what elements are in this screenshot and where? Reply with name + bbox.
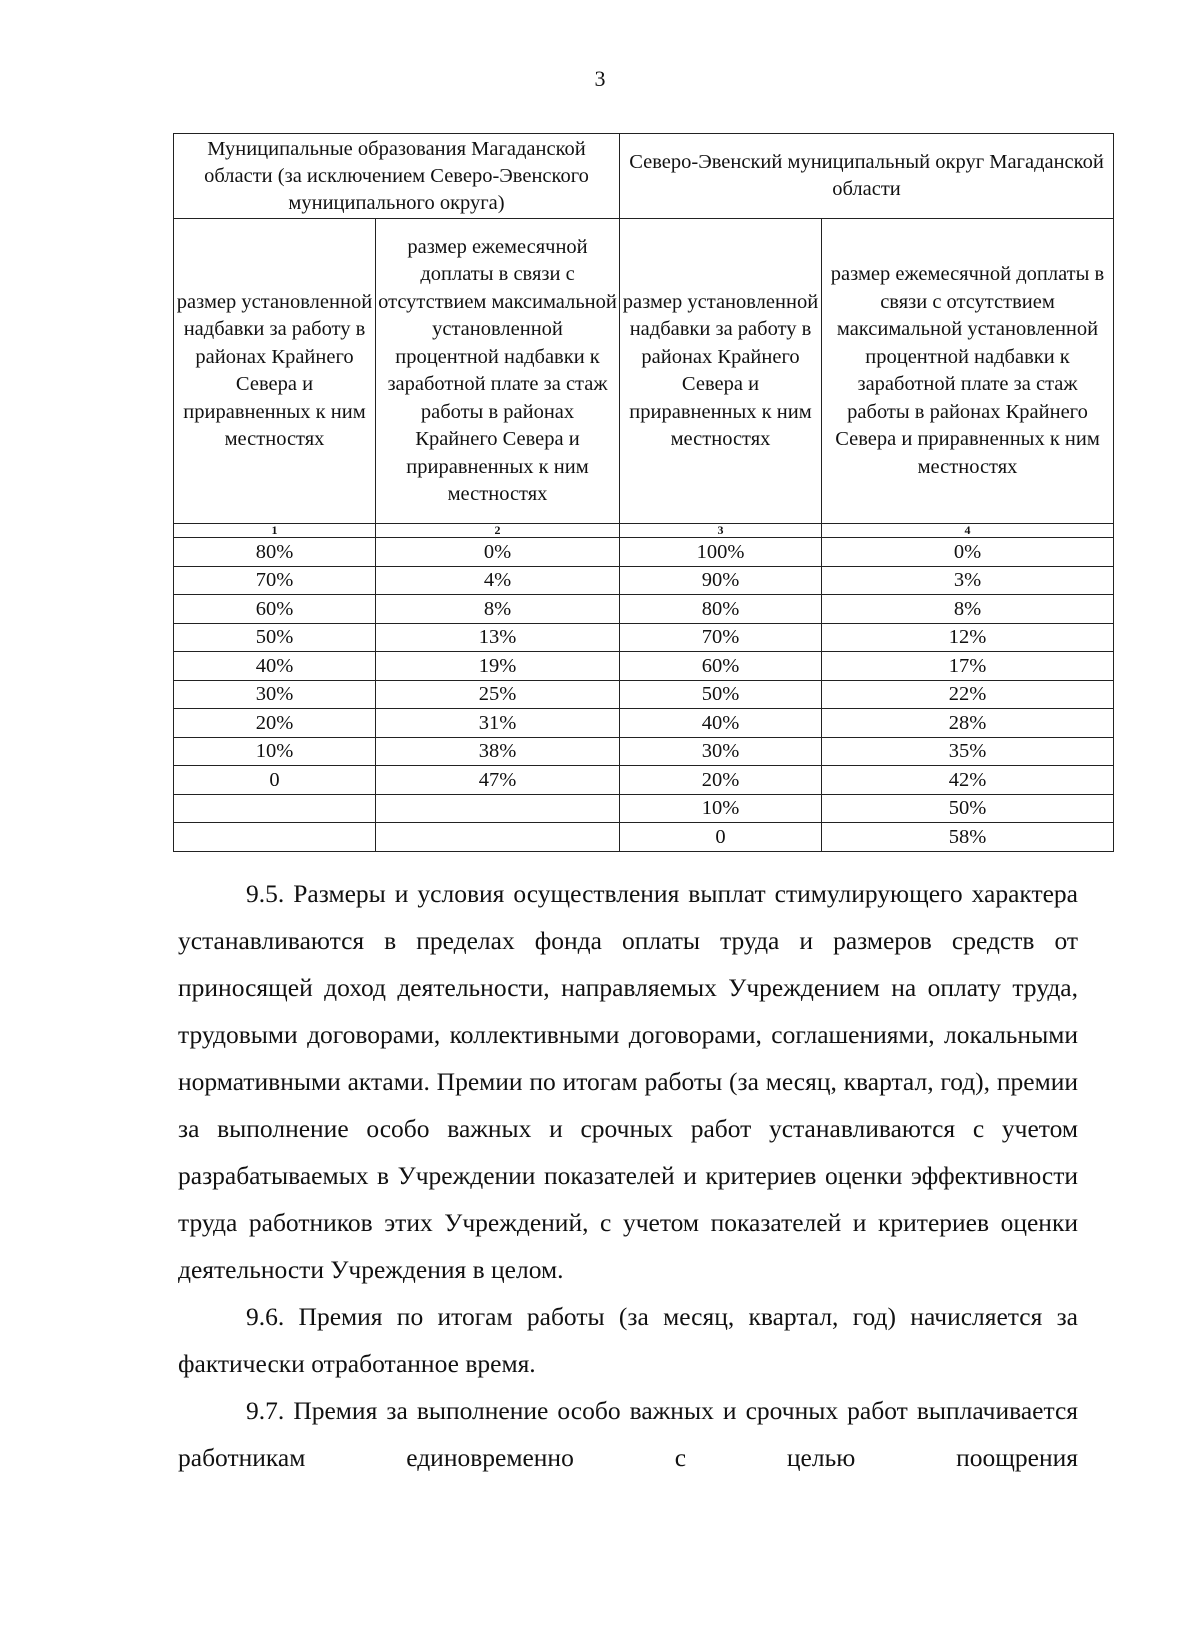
table-cell: 35%: [822, 737, 1114, 766]
table-cell: [174, 794, 376, 823]
table-column-number-row: [174, 524, 1114, 538]
table-cell: 10%: [174, 737, 376, 766]
table-cell: 8%: [376, 595, 620, 624]
column-number: 3: [620, 524, 822, 538]
table-cell: 31%: [376, 709, 620, 738]
table-cell: 47%: [376, 766, 620, 795]
table-group-header-row: [174, 134, 1114, 219]
table-cell: 22%: [822, 680, 1114, 709]
column-number: 2: [376, 524, 620, 538]
column-number: 4: [822, 524, 1114, 538]
table-cell: 12%: [822, 623, 1114, 652]
table-cell: 60%: [620, 652, 822, 681]
table-cell: 0: [174, 766, 376, 795]
table-row: [174, 652, 1114, 681]
table-cell: 0: [620, 823, 822, 852]
table-row: [174, 623, 1114, 652]
table-cell: 50%: [620, 680, 822, 709]
table-cell: 60%: [174, 595, 376, 624]
allowance-table: [173, 133, 1114, 852]
table-cell: 28%: [822, 709, 1114, 738]
table-row: [174, 595, 1114, 624]
table-cell: [376, 794, 620, 823]
group-header-severo-evensky: Северо-Эвенский муниципальный округ Магаданской области: [620, 134, 1114, 219]
table-cell: 17%: [822, 652, 1114, 681]
table-cell: 4%: [376, 566, 620, 595]
table-cell: 13%: [376, 623, 620, 652]
column-header-1: размер установленной надбавки за работу в районах Крайнего Севера и приравненных к ним местностях: [174, 219, 376, 524]
table-row: [174, 737, 1114, 766]
paragraph-9-7: 9.7. Премия за выполнение особо важных и срочных работ выплачивается работникам единовременно с целью поощрения: [178, 1396, 1078, 1472]
table-cell: 40%: [620, 709, 822, 738]
table-cell: 80%: [174, 538, 376, 567]
table-cell: 0%: [822, 538, 1114, 567]
table-cell: 50%: [174, 623, 376, 652]
table-row: [174, 709, 1114, 738]
group-header-magadan-municipalities: Муниципальные образования Магаданской области (за исключением Северо-Эвенского муниципального округа): [174, 134, 620, 219]
table-cell: [376, 823, 620, 852]
table-cell: 30%: [174, 680, 376, 709]
table-cell: 0%: [376, 538, 620, 567]
table-cell: 20%: [620, 766, 822, 795]
table-row: [174, 766, 1114, 795]
table-cell: 50%: [822, 794, 1114, 823]
table-cell: 8%: [822, 595, 1114, 624]
page-number: 3: [594, 66, 606, 91]
table-cell: 70%: [620, 623, 822, 652]
column-header-3: размер установленной надбавки за работу в районах Крайнего Севера и приравненных к ним местностях: [620, 219, 822, 524]
table-cell: 20%: [174, 709, 376, 738]
table-row: [174, 566, 1114, 595]
table-row: [174, 823, 1114, 852]
table-cell: 58%: [822, 823, 1114, 852]
paragraph-9-5: 9.5. Размеры и условия осуществления выплат стимулирующего характера устанавливаются в пределах фонда оплаты труда и размеров средств от приносящей доход деятельности, направляемых Учреждением на оплату труда, трудовыми договорами, коллективными договорами, соглашениями, локальными нормативными актами. Премии по итогам работы (за месяц, квартал, год), премии за выполнение особо важных и срочных работ устанавливаются с учетом разрабатываемых в Учреждении показателей и критериев оценки эффективности труда работников этих Учреждений, с учетом показателей и критериев оценки деятельности Учреждения в целом.: [178, 879, 1078, 1284]
table-cell: 70%: [174, 566, 376, 595]
table-cell: 80%: [620, 595, 822, 624]
table-row: [174, 794, 1114, 823]
table-cell: [174, 823, 376, 852]
column-header-2: размер ежемесячной доплаты в связи с отсутствием максимальной установленной процентной надбавки к заработной плате за стаж работы в районах Крайнего Севера и приравненных к ним местностях: [376, 219, 620, 524]
table-cell: 40%: [174, 652, 376, 681]
body-text: [178, 870, 1078, 1481]
table-cell: 38%: [376, 737, 620, 766]
table-cell: 100%: [620, 538, 822, 567]
table-cell: 42%: [822, 766, 1114, 795]
paragraph-9-6: 9.6. Премия по итогам работы (за месяц, квартал, год) начисляется за фактически отработанное время.: [178, 1302, 1078, 1378]
table-row: [174, 538, 1114, 567]
column-number: 1: [174, 524, 376, 538]
table-cell: 3%: [822, 566, 1114, 595]
table-cell: 10%: [620, 794, 822, 823]
table-cell: 30%: [620, 737, 822, 766]
table-cell: 25%: [376, 680, 620, 709]
table-column-header-row: [174, 219, 1114, 524]
table-cell: 19%: [376, 652, 620, 681]
column-header-4: размер ежемесячной доплаты в связи с отсутствием максимальной установленной процентной надбавки к заработной плате за стаж работы в районах Крайнего Севера и приравненных к ним местностях: [822, 219, 1114, 524]
table-cell: 90%: [620, 566, 822, 595]
table-row: [174, 680, 1114, 709]
